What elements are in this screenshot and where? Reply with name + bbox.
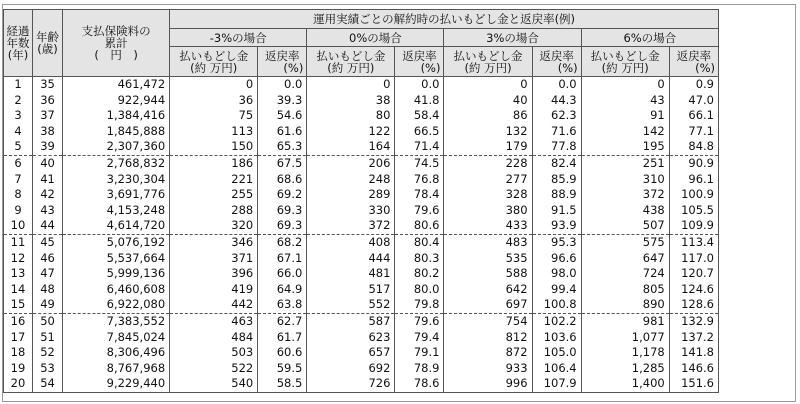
cell-year: 6 — [4, 155, 33, 171]
cell-premium-total: 6,460,608 — [63, 282, 170, 298]
cell-year: 7 — [4, 172, 33, 188]
cell-refund-amount: 164 — [307, 139, 395, 155]
cell-refund-amount: 380 — [444, 203, 532, 219]
cell-refund-rate: 103.6 — [532, 330, 581, 346]
cell-refund-rate: 64.9 — [258, 282, 307, 298]
cell-refund-amount: 890 — [581, 297, 669, 313]
cell-premium-total: 9,229,440 — [63, 376, 170, 392]
header-scenario: 6%の場合 — [581, 29, 718, 47]
cell-refund-rate: 62.3 — [532, 108, 581, 124]
cell-refund-amount: 484 — [170, 330, 258, 346]
cell-refund-rate: 0.0 — [395, 77, 444, 93]
cell-year: 15 — [4, 297, 33, 313]
refund-table — [3, 9, 719, 393]
cell-premium-total: 8,306,496 — [63, 345, 170, 361]
cell-refund-amount: 228 — [444, 155, 532, 171]
cell-refund-amount: 481 — [307, 266, 395, 282]
cell-refund-rate: 44.3 — [532, 93, 581, 109]
cell-refund-rate: 76.8 — [395, 172, 444, 188]
cell-refund-rate: 71.6 — [532, 124, 581, 140]
cell-refund-rate: 99.4 — [532, 282, 581, 298]
cell-refund-rate: 67.5 — [258, 155, 307, 171]
cell-refund-rate: 141.8 — [669, 345, 718, 361]
header-refund-amount — [444, 47, 532, 77]
cell-refund-amount: 444 — [307, 251, 395, 267]
cell-refund-rate: 79.8 — [395, 297, 444, 313]
cell-refund-amount: 647 — [581, 251, 669, 267]
cell-refund-rate: 151.6 — [669, 376, 718, 392]
cell-refund-rate: 80.3 — [395, 251, 444, 267]
cell-refund-amount: 1,400 — [581, 376, 669, 392]
cell-premium-total: 7,383,552 — [63, 313, 170, 329]
cell-year: 2 — [4, 93, 33, 109]
cell-refund-rate: 66.5 — [395, 124, 444, 140]
cell-refund-amount: 438 — [581, 203, 669, 219]
table-row — [4, 282, 719, 298]
cell-refund-amount: 372 — [581, 187, 669, 203]
cell-year: 8 — [4, 187, 33, 203]
header-refund-rate-line1: 返戻率 — [265, 48, 300, 63]
cell-refund-rate: 80.4 — [395, 234, 444, 250]
cell-refund-amount: 642 — [444, 282, 532, 298]
cell-age: 46 — [32, 251, 62, 267]
cell-premium-total: 461,472 — [63, 77, 170, 93]
header-refund-rate-line2: (%) — [557, 60, 578, 75]
header-refund-amount — [170, 47, 258, 77]
cell-year: 1 — [4, 77, 33, 93]
header-refund-rate-line1: 返戻率 — [539, 48, 574, 63]
cell-refund-rate: 128.6 — [669, 297, 718, 313]
cell-refund-amount: 150 — [170, 139, 258, 155]
cell-refund-rate: 62.7 — [258, 313, 307, 329]
cell-refund-amount: 0 — [307, 77, 395, 93]
cell-age: 38 — [32, 124, 62, 140]
cell-refund-amount: 186 — [170, 155, 258, 171]
cell-refund-rate: 78.6 — [395, 376, 444, 392]
header-scenario: 0%の場合 — [307, 29, 444, 47]
table-row — [4, 172, 719, 188]
cell-refund-amount: 346 — [170, 234, 258, 250]
cell-refund-rate: 58.4 — [395, 108, 444, 124]
cell-refund-rate: 84.8 — [669, 139, 718, 155]
cell-refund-amount: 0 — [170, 77, 258, 93]
table-row — [4, 155, 719, 171]
cell-refund-rate: 117.0 — [669, 251, 718, 267]
cell-refund-rate: 146.6 — [669, 361, 718, 377]
table-row — [4, 218, 719, 234]
cell-refund-rate: 107.9 — [532, 376, 581, 392]
cell-premium-total: 5,999,136 — [63, 266, 170, 282]
cell-year: 10 — [4, 218, 33, 234]
cell-age: 37 — [32, 108, 62, 124]
cell-age: 42 — [32, 187, 62, 203]
cell-year: 19 — [4, 361, 33, 377]
header-refund-rate-line2: (%) — [283, 60, 304, 75]
header-refund-amount-line1: 払いもどし金 — [316, 48, 386, 63]
header-top-title: 運用実績ごとの解約時の払いもどし金と返戻率(例) — [170, 10, 719, 29]
cell-refund-rate: 79.4 — [395, 330, 444, 346]
cell-age: 41 — [32, 172, 62, 188]
header-refund-amount — [307, 47, 395, 77]
cell-premium-total: 1,384,416 — [63, 108, 170, 124]
cell-refund-amount: 657 — [307, 345, 395, 361]
cell-refund-amount: 371 — [170, 251, 258, 267]
cell-year: 5 — [4, 139, 33, 155]
cell-refund-amount: 289 — [307, 187, 395, 203]
cell-premium-total: 6,922,080 — [63, 297, 170, 313]
header-refund-amount — [581, 47, 669, 77]
cell-refund-amount: 40 — [444, 93, 532, 109]
cell-refund-rate: 79.1 — [395, 345, 444, 361]
cell-age: 47 — [32, 266, 62, 282]
cell-refund-amount: 330 — [307, 203, 395, 219]
cell-refund-amount: 805 — [581, 282, 669, 298]
cell-refund-amount: 623 — [307, 330, 395, 346]
cell-age: 49 — [32, 297, 62, 313]
cell-refund-rate: 66.1 — [669, 108, 718, 124]
cell-refund-rate: 80.6 — [395, 218, 444, 234]
cell-refund-amount: 288 — [170, 203, 258, 219]
cell-year: 18 — [4, 345, 33, 361]
cell-refund-rate: 105.5 — [669, 203, 718, 219]
cell-refund-rate: 105.0 — [532, 345, 581, 361]
cell-refund-rate: 95.3 — [532, 234, 581, 250]
cell-premium-total: 3,691,776 — [63, 187, 170, 203]
cell-refund-rate: 58.5 — [258, 376, 307, 392]
cell-refund-amount: 517 — [307, 282, 395, 298]
header-elapsed-years: 経過年数(年) — [4, 10, 33, 77]
cell-refund-rate: 82.4 — [532, 155, 581, 171]
cell-refund-amount: 408 — [307, 234, 395, 250]
cell-refund-rate: 68.6 — [258, 172, 307, 188]
cell-refund-amount: 221 — [170, 172, 258, 188]
cell-refund-rate: 85.9 — [532, 172, 581, 188]
cell-refund-rate: 90.9 — [669, 155, 718, 171]
cell-refund-rate: 63.8 — [258, 297, 307, 313]
cell-age: 39 — [32, 139, 62, 155]
cell-refund-amount: 433 — [444, 218, 532, 234]
cell-refund-amount: 142 — [581, 124, 669, 140]
header-age: 年齢(歳) — [32, 10, 62, 77]
cell-refund-rate: 77.1 — [669, 124, 718, 140]
cell-refund-amount: 754 — [444, 313, 532, 329]
cell-age: 35 — [32, 77, 62, 93]
cell-refund-rate: 54.6 — [258, 108, 307, 124]
cell-refund-amount: 483 — [444, 234, 532, 250]
cell-refund-amount: 419 — [170, 282, 258, 298]
cell-refund-rate: 0.0 — [532, 77, 581, 93]
cell-refund-rate: 80.2 — [395, 266, 444, 282]
header-refund-rate-line2: (%) — [420, 60, 441, 75]
cell-refund-amount: 442 — [170, 297, 258, 313]
table-row — [4, 108, 719, 124]
table-row — [4, 203, 719, 219]
cell-year: 4 — [4, 124, 33, 140]
cell-refund-amount: 872 — [444, 345, 532, 361]
cell-year: 12 — [4, 251, 33, 267]
cell-refund-amount: 0 — [581, 77, 669, 93]
cell-refund-amount: 38 — [307, 93, 395, 109]
cell-refund-rate: 120.7 — [669, 266, 718, 282]
cell-premium-total: 2,307,360 — [63, 139, 170, 155]
cell-refund-rate: 68.2 — [258, 234, 307, 250]
table-frame — [2, 4, 796, 402]
cell-refund-rate: 74.5 — [395, 155, 444, 171]
cell-refund-rate: 0.9 — [669, 77, 718, 93]
cell-age: 45 — [32, 234, 62, 250]
table-row — [4, 313, 719, 329]
cell-refund-rate: 91.5 — [532, 203, 581, 219]
cell-refund-rate: 61.7 — [258, 330, 307, 346]
header-refund-amount-line2: (約 万円) — [327, 60, 375, 75]
header-refund-amount-line2: (約 万円) — [601, 60, 649, 75]
cell-refund-rate: 80.0 — [395, 282, 444, 298]
cell-refund-rate: 41.8 — [395, 93, 444, 109]
header-refund-rate-line1: 返戻率 — [402, 48, 437, 63]
cell-refund-amount: 535 — [444, 251, 532, 267]
cell-refund-amount: 86 — [444, 108, 532, 124]
table-row — [4, 376, 719, 392]
table-row — [4, 345, 719, 361]
cell-refund-rate: 47.0 — [669, 93, 718, 109]
header-premium-total — [63, 10, 170, 77]
cell-refund-amount: 328 — [444, 187, 532, 203]
cell-refund-amount: 206 — [307, 155, 395, 171]
cell-refund-amount: 724 — [581, 266, 669, 282]
cell-refund-amount: 75 — [170, 108, 258, 124]
header-premium-line3: ( 円 ) — [94, 48, 138, 62]
cell-refund-amount: 552 — [307, 297, 395, 313]
cell-refund-amount: 697 — [444, 297, 532, 313]
header-refund-amount-line2: (約 万円) — [190, 60, 238, 75]
cell-refund-rate: 137.2 — [669, 330, 718, 346]
cell-refund-amount: 507 — [581, 218, 669, 234]
cell-age: 53 — [32, 361, 62, 377]
header-scenario: -3%の場合 — [170, 29, 307, 47]
cell-age: 50 — [32, 313, 62, 329]
header-premium-line2: 累計 — [104, 36, 128, 50]
table-row — [4, 361, 719, 377]
cell-refund-rate: 93.9 — [532, 218, 581, 234]
cell-refund-rate: 132.9 — [669, 313, 718, 329]
cell-refund-amount: 1,077 — [581, 330, 669, 346]
cell-refund-rate: 71.4 — [395, 139, 444, 155]
cell-age: 48 — [32, 282, 62, 298]
cell-refund-rate: 79.6 — [395, 313, 444, 329]
cell-refund-amount: 80 — [307, 108, 395, 124]
cell-age: 54 — [32, 376, 62, 392]
cell-refund-rate: 0.0 — [258, 77, 307, 93]
cell-refund-rate: 100.8 — [532, 297, 581, 313]
cell-refund-amount: 996 — [444, 376, 532, 392]
cell-refund-amount: 1,178 — [581, 345, 669, 361]
header-refund-rate — [258, 47, 307, 77]
cell-year: 9 — [4, 203, 33, 219]
cell-refund-rate: 96.1 — [669, 172, 718, 188]
cell-refund-amount: 179 — [444, 139, 532, 155]
cell-refund-rate: 69.3 — [258, 203, 307, 219]
cell-refund-rate: 113.4 — [669, 234, 718, 250]
cell-refund-rate: 102.2 — [532, 313, 581, 329]
cell-refund-amount: 726 — [307, 376, 395, 392]
cell-refund-amount: 91 — [581, 108, 669, 124]
cell-refund-rate: 61.6 — [258, 124, 307, 140]
cell-refund-amount: 132 — [444, 124, 532, 140]
cell-refund-amount: 575 — [581, 234, 669, 250]
table-row — [4, 251, 719, 267]
header-premium-line1: 支払保険料の — [81, 24, 151, 38]
table-body — [4, 77, 719, 393]
cell-year: 17 — [4, 330, 33, 346]
cell-refund-rate: 124.6 — [669, 282, 718, 298]
cell-age: 52 — [32, 345, 62, 361]
cell-premium-total: 8,767,968 — [63, 361, 170, 377]
cell-refund-amount: 1,285 — [581, 361, 669, 377]
header-refund-amount-line1: 払いもどし金 — [453, 48, 523, 63]
cell-refund-amount: 248 — [307, 172, 395, 188]
cell-premium-total: 5,537,664 — [63, 251, 170, 267]
cell-refund-rate: 69.2 — [258, 187, 307, 203]
cell-refund-amount: 36 — [170, 93, 258, 109]
cell-premium-total: 4,614,720 — [63, 218, 170, 234]
cell-premium-total: 7,845,024 — [63, 330, 170, 346]
cell-refund-amount: 396 — [170, 266, 258, 282]
cell-refund-amount: 43 — [581, 93, 669, 109]
cell-year: 13 — [4, 266, 33, 282]
cell-refund-amount: 251 — [581, 155, 669, 171]
table-row — [4, 139, 719, 155]
cell-refund-rate: 78.4 — [395, 187, 444, 203]
table-row — [4, 124, 719, 140]
table-row — [4, 297, 719, 313]
cell-refund-amount: 320 — [170, 218, 258, 234]
cell-refund-amount: 0 — [444, 77, 532, 93]
cell-refund-rate: 69.3 — [258, 218, 307, 234]
cell-refund-rate: 100.9 — [669, 187, 718, 203]
table-row — [4, 93, 719, 109]
cell-refund-amount: 503 — [170, 345, 258, 361]
cell-refund-rate: 96.6 — [532, 251, 581, 267]
cell-refund-amount: 463 — [170, 313, 258, 329]
cell-refund-amount: 588 — [444, 266, 532, 282]
cell-refund-amount: 255 — [170, 187, 258, 203]
cell-refund-amount: 981 — [581, 313, 669, 329]
cell-refund-amount: 812 — [444, 330, 532, 346]
cell-refund-amount: 195 — [581, 139, 669, 155]
cell-year: 16 — [4, 313, 33, 329]
header-refund-amount-line1: 払いもどし金 — [179, 48, 249, 63]
cell-age: 44 — [32, 218, 62, 234]
cell-refund-amount: 933 — [444, 361, 532, 377]
cell-age: 43 — [32, 203, 62, 219]
header-refund-amount-line2: (約 万円) — [464, 60, 512, 75]
header-refund-rate-line1: 返戻率 — [676, 48, 712, 63]
table-row — [4, 330, 719, 346]
cell-age: 40 — [32, 155, 62, 171]
cell-premium-total: 2,768,832 — [63, 155, 170, 171]
cell-refund-amount: 540 — [170, 376, 258, 392]
cell-refund-amount: 372 — [307, 218, 395, 234]
cell-year: 11 — [4, 234, 33, 250]
cell-refund-rate: 59.5 — [258, 361, 307, 377]
header-refund-amount-line1: 払いもどし金 — [590, 48, 660, 63]
cell-premium-total: 922,944 — [63, 93, 170, 109]
cell-refund-rate: 88.9 — [532, 187, 581, 203]
header-refund-rate — [395, 47, 444, 77]
cell-age: 51 — [32, 330, 62, 346]
cell-refund-amount: 113 — [170, 124, 258, 140]
header-refund-rate — [669, 47, 718, 77]
cell-refund-rate: 66.0 — [258, 266, 307, 282]
cell-refund-amount: 522 — [170, 361, 258, 377]
header-refund-rate-line2: (%) — [695, 60, 715, 75]
cell-refund-rate: 109.9 — [669, 218, 718, 234]
cell-refund-amount: 587 — [307, 313, 395, 329]
cell-refund-rate: 78.9 — [395, 361, 444, 377]
cell-refund-rate: 98.0 — [532, 266, 581, 282]
cell-year: 20 — [4, 376, 33, 392]
header-scenario: 3%の場合 — [444, 29, 581, 47]
cell-premium-total: 5,076,192 — [63, 234, 170, 250]
cell-refund-rate: 67.1 — [258, 251, 307, 267]
cell-year: 14 — [4, 282, 33, 298]
cell-refund-amount: 310 — [581, 172, 669, 188]
table-row — [4, 234, 719, 250]
table-row — [4, 266, 719, 282]
header-refund-rate — [532, 47, 581, 77]
cell-refund-amount: 122 — [307, 124, 395, 140]
cell-refund-rate: 106.4 — [532, 361, 581, 377]
cell-refund-rate: 65.3 — [258, 139, 307, 155]
cell-premium-total: 1,845,888 — [63, 124, 170, 140]
cell-premium-total: 3,230,304 — [63, 172, 170, 188]
cell-year: 3 — [4, 108, 33, 124]
table-row — [4, 77, 719, 93]
cell-refund-rate: 79.6 — [395, 203, 444, 219]
table-row — [4, 187, 719, 203]
cell-refund-rate: 77.8 — [532, 139, 581, 155]
cell-refund-amount: 277 — [444, 172, 532, 188]
cell-premium-total: 4,153,248 — [63, 203, 170, 219]
cell-refund-amount: 692 — [307, 361, 395, 377]
cell-refund-rate: 39.3 — [258, 93, 307, 109]
cell-refund-rate: 60.6 — [258, 345, 307, 361]
cell-age: 36 — [32, 93, 62, 109]
